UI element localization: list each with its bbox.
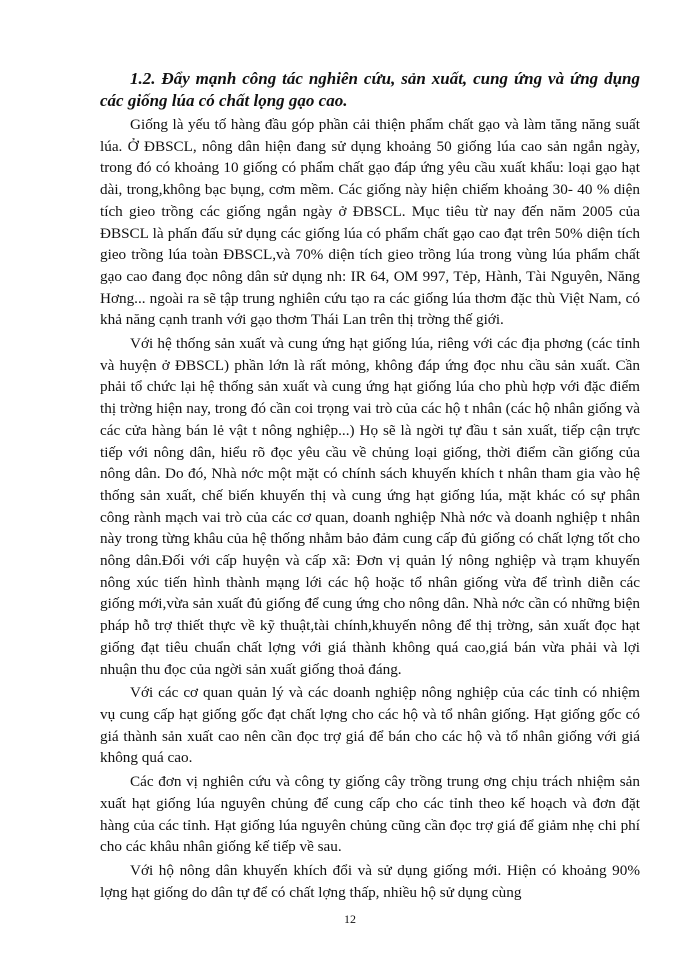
document-page: [100, 68, 640, 905]
paragraph-management-agencies: Với các cơ quan quản lý và các doanh nghiệp nông nghiệp của các tỉnh có nhiệm vụ cung cấp hạt giống gốc đạt chất lợng cho các hộ và tổ nhân giống. Hạt giống gốc có giá thành sản xuất cao nên cần đọc trợ giá để bán cho các hộ và tổ nhân giống với giá không quá cao.: [100, 684, 640, 767]
page-number: 12: [344, 912, 356, 926]
paragraph-farmers: Với hộ nông dân khuyến khích đổi và sử dụng giống mới. Hiện có khoảng 90% lợng hạt giống do dân tự để có chất lợng thấp, nhiều hộ sử dụng cùng: [100, 861, 640, 901]
paragraph-seed-importance: Giống là yếu tố hàng đầu góp phần cải thiện phẩm chất gạo và làm tăng năng suất lúa. Ở ĐBSCL, nông dân hiện đang sử dụng khoảng 50 giống lúa cao sản ngắn ngày, trong đó có khoảng 10 giống có phẩm chất gạo đáp ứng yêu cầu xuất khẩu: loại gạo hạt dài, trong,không bạc bụng, cơm mềm. Các giống này hiện chiếm khoảng 30- 40 % diện tích gieo trồng các giống ngắn ngày ở ĐBSCL. Mục tiêu từ nay đến năm 2005 của ĐBSCL là phấn đấu sử dụng các giống lúa có phẩm chất gạo cao đạt trên 50% diện tích gieo trồng lúa toàn ĐBSCL,và 70% diện tích gieo trồng lúa trong vùng lúa phẩm chất gạo cao đang đọc nông dân sử dụng nh: IR 64, OM 997, Tẻp, Hành, Tài Nguyên, Năng Hơng... ngoài ra sẽ tập trung nghiên cứu tạo ra các giống lúa thơm đặc thù Việt Nam, có khả năng cạnh tranh với gạo thơm Thái Lan trên thị trờng thế giới.: [100, 116, 640, 329]
section-heading: 1.2. Đẩy mạnh công tác nghiên cứu, sản xuất, cung ứng và ứng dụng các giống lúa có chất lọng gạo cao.: [100, 69, 640, 110]
paragraph-research-units: Các đơn vị nghiên cứu và công ty giống cây trồng trung ơng chịu trách nhiệm sản xuất hạt giống lúa nguyên chủng để cung cấp cho các tỉnh theo kế hoạch và đơn đặt hàng của các tỉnh. Hạt giống lúa nguyên chủng cũng cần đọc trợ giá để giảm nhẹ chi phí cho các khâu nhân giống kế tiếp về sau.: [100, 773, 640, 856]
paragraph-supply-system: Với hệ thống sản xuất và cung ứng hạt giống lúa, riêng với các địa phơng (các tỉnh và huyện ở ĐBSCL) phần lớn là rất mỏng, không đáp ứng đọc nhu cầu sản xuất. Cần phải tổ chức lại hệ thống sản xuất và cung ứng hạt giống lúa cho phù hợp với đặc điểm thị trờng hiện nay, trong đó cần coi trọng vai trò của các hộ t nhân (các hộ nhân giống và các cửa hàng bán lẻ vật t nông nghiệp...) Họ sẽ là ngời tự đầu t sản xuất, tiếp cận trực tiếp với nông dân, hiểu rõ đọc yêu cầu về chủng loại giống, thời điểm cần giống của nông dân. Do đó, Nhà nớc một mặt có chính sách khuyến khích t nhân tham gia vào hệ thống sản xuất, chế biến khuyến thị và cung ứng hạt giống lúa, mặt khác có sự phân công rành mạch vai trò của các cơ quan, doanh nghiệp Nhà nớc và doanh nghiệp t nhân này trong từng khâu của hệ thống nhằm bảo đảm cung cấp đủ giống có chất lợng tốt cho nông dân.Đối với cấp huyện và cấp xã: Đơn vị quản lý nông nghiệp và trạm khuyến nông xúc tiến hình thành mạng lới các hộ hoặc tổ nhân giống vừa để trình diễn các giống mới,vừa sản xuất đủ giống để cung ứng cho nông dân. Nhà nớc cần có những biện pháp hỗ trợ thiết thực về kỹ thuật,tài chính,khuyến nông để thị trờng, sản xuất đọc hạt giống đạt tiêu chuẩn chất lợng với giá thành không quá cao,giá bán vừa phải và lợi nhuận thu đọc của ngời sản xuất giống thoả đáng.: [100, 335, 640, 678]
